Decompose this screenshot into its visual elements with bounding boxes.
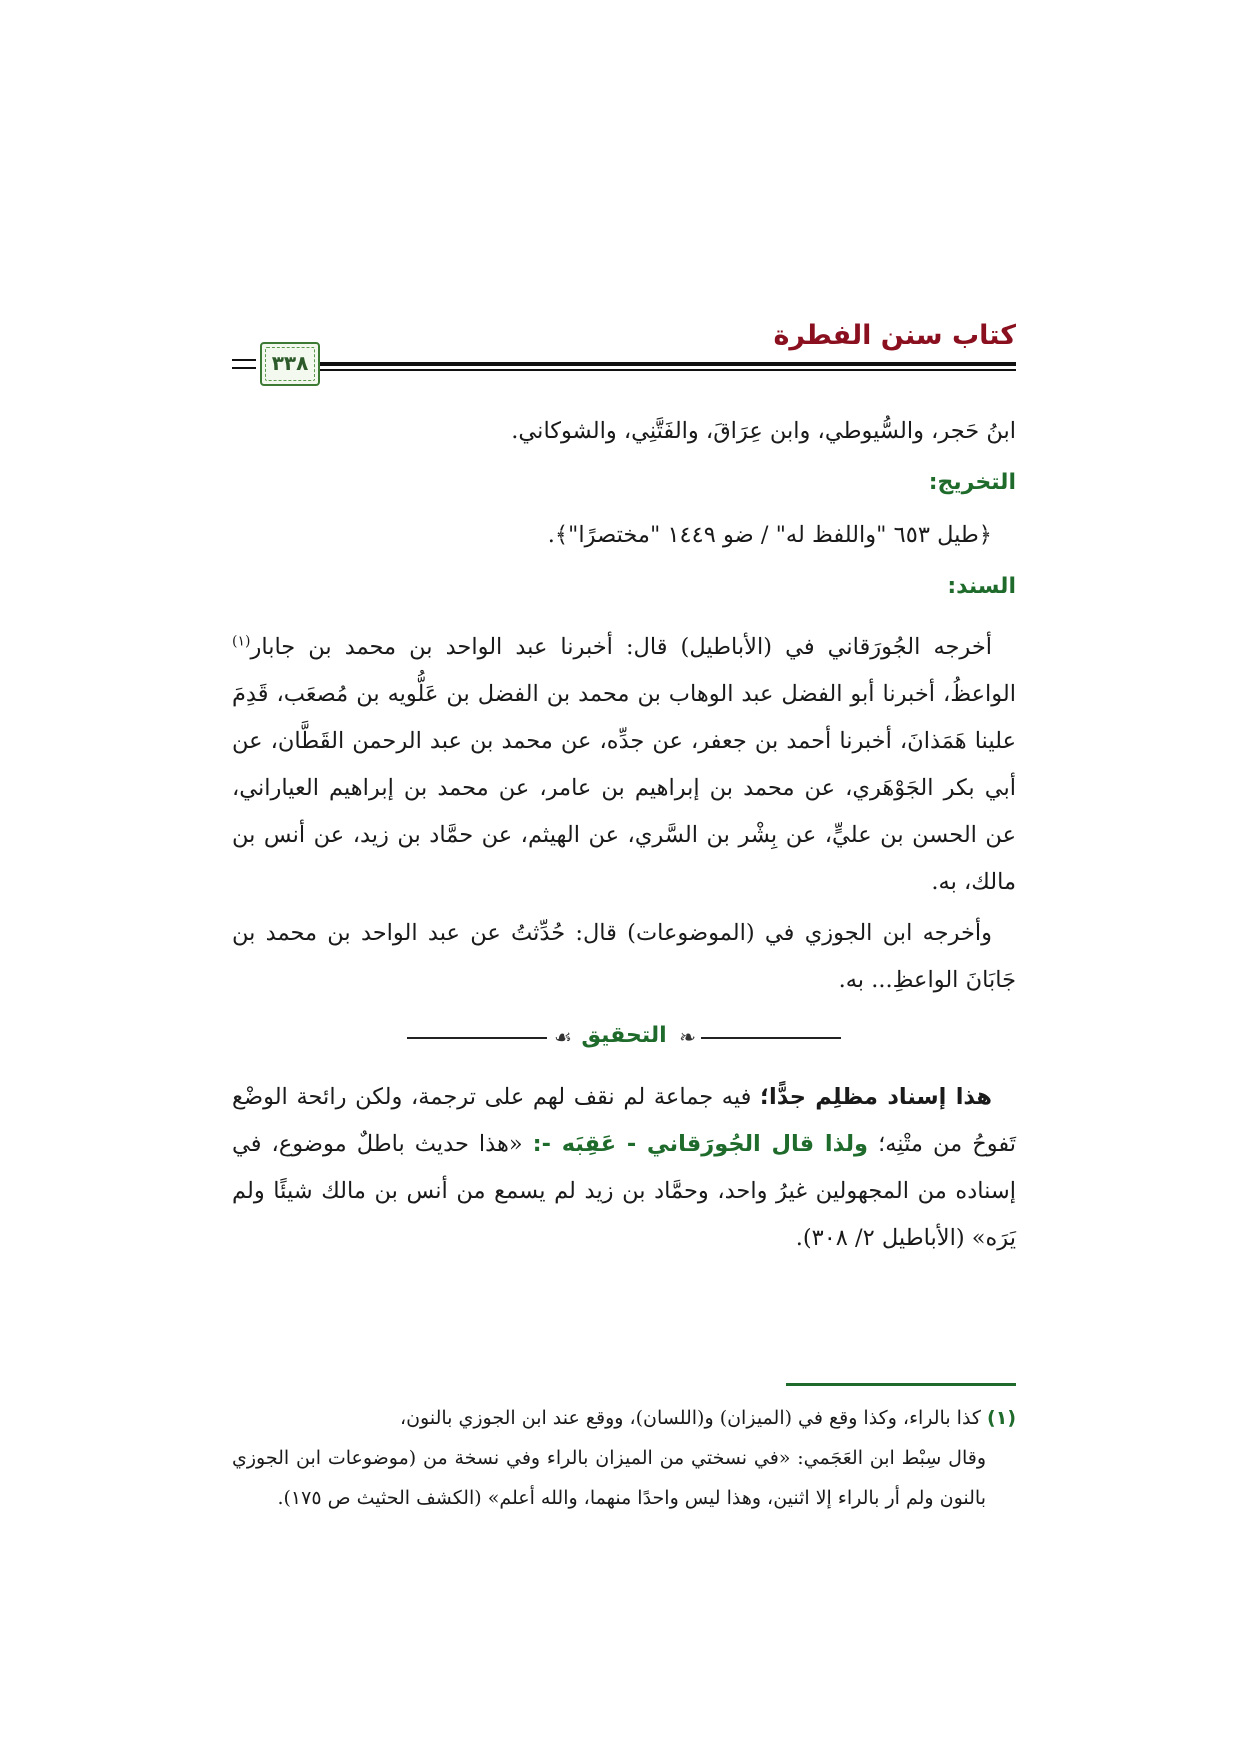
tahqiq-heading: التحقيق	[581, 1023, 667, 1048]
page-header	[232, 312, 1016, 392]
tahqiq-divider	[232, 1014, 1016, 1062]
footnote-number: (١)	[987, 1407, 1016, 1429]
footnote-first-line	[232, 1398, 1016, 1438]
tahqiq-paragraph	[232, 1074, 1016, 1262]
ornament-right-icon: ❧	[679, 1025, 696, 1049]
header-rule-left-bottom	[232, 367, 256, 369]
tahqiq-text-2: «هذا حديث باطلٌ موضوع، في إسناده من المجهولين غيرُ واحد، وحمَّاد بن زيد لم يسمع من أنس بن مالك شيئًا ولم يَرَه» (الأباطيل ٢/ ٣٠٨).	[232, 1131, 1016, 1251]
divider-line-left	[407, 1037, 547, 1039]
footnote-line-1: كذا بالراء، وكذا وقع في (الميزان) و(اللسان)، ووقع عند ابن الجوزي بالنون،	[399, 1407, 988, 1429]
sanad-heading: السند:	[947, 574, 1016, 599]
page-number-badge	[260, 342, 320, 386]
takhrij-heading: التخريج:	[928, 470, 1016, 495]
sanad-text-b: الواعظُ، أخبرنا أبو الفضل عبد الوهاب بن محمد بن الفضل بن عَلُّويه بن مُصعَب، قَدِمَ علينا هَمَذانَ، أخبرنا أحمد بن جعفر، عن جدِّه، عن محمد بن عبد الرحمن القَطَّان، عن أبي بكر الجَوْهَري، عن محمد بن إبراهيم بن عامر، عن محمد بن إبراهيم العياراني، عن الحسن بن عليٍّ، عن بِشْر بن السَّري، عن الهيثم، عن حمَّاد بن زيد، عن أنس بن مالك، به.	[232, 681, 1016, 895]
ornament-left-icon: ☙	[554, 1025, 572, 1049]
sanad-paragraph-2: وأخرجه ابن الجوزي في (الموضوعات) قال: حُدِّثتُ عن عبد الواحد بن محمد بن جَابَانَ الواعظِ... به.	[232, 920, 1016, 993]
header-rule-thin	[286, 369, 1016, 371]
takhrij-text: ﴿طيل ٦٥٣ "واللفظ له" / ضو ١٤٤٩ "مختصرًا"﴾.	[547, 522, 992, 548]
footnote-separator	[786, 1383, 1016, 1386]
sanad-paragraph-1	[232, 624, 1016, 906]
footnote	[232, 1398, 1016, 1518]
header-rule-left-top	[232, 359, 256, 361]
footnote-reference[interactable]: (١)	[232, 633, 251, 650]
continuation-line: ابنُ حَجر، والسُّيوطي، وابن عِرَاقَ، والفَتَّنِي، والشوكاني.	[511, 418, 1016, 444]
header-rule-thick	[286, 362, 1016, 366]
page-number: ٣٣٨	[271, 351, 309, 375]
sanad-text-a: أخرجه الجُورَقاني في (الأباطيل) قال: أخبرنا عبد الواحد بن محمد بن جابار	[250, 634, 992, 660]
tahqiq-text-1: فيه جماعة لم نقف لهم على ترجمة، ولكن رائحة الوضْع تَفوحُ من متْنِه؛	[232, 1084, 1016, 1157]
footnote-continuation: وقال سِبْط ابن العَجَمي: «في نسختي من الميزان بالراء وفي نسخة من (موضوعات ابن الجوزي بالنون ولم أر بالراء إلا اثنين، وهذا ليس واحدًا منهما، والله أعلم» (الكشف الحثيث ص ١٧٥).	[232, 1447, 986, 1509]
main-text	[232, 408, 1016, 1262]
book-title: كتاب سنن الفطرة	[773, 320, 1016, 351]
tahqiq-quote-intro: ولذا قال الجُورَقاني - عَقِبَه -:	[532, 1131, 869, 1157]
tahqiq-judgement: هذا إسناد مظلِم جدًّا؛	[760, 1084, 993, 1110]
